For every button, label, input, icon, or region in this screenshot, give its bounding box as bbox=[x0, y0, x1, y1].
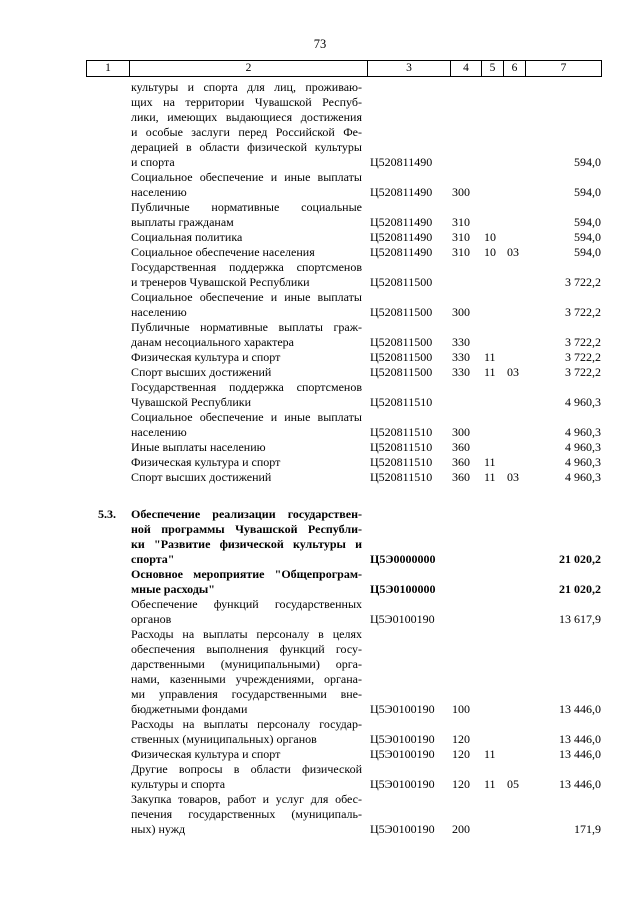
table-row bbox=[0, 170, 640, 200]
row-col4: 200 bbox=[452, 822, 470, 836]
row-col6: 05 bbox=[507, 777, 519, 791]
row-amount: 4 960,3 bbox=[565, 425, 601, 439]
header-col-1: 1 bbox=[87, 61, 130, 76]
row-amount: 21 020,2 bbox=[559, 582, 601, 596]
row-name-line: Другие вопросы в области физической bbox=[131, 762, 362, 776]
table-row bbox=[0, 80, 640, 170]
row-code: Ц520811500 bbox=[370, 365, 433, 379]
header-col-6: 6 bbox=[504, 61, 526, 76]
row-name-line: бюджетными фондами bbox=[131, 702, 248, 716]
row-name-line: Расходы на выплаты персоналу государ- bbox=[131, 717, 362, 731]
table-header bbox=[86, 60, 602, 77]
row-code: Ц520811510 bbox=[370, 470, 433, 484]
row-amount: 594,0 bbox=[574, 245, 601, 259]
row-name-line: ми управления государственными вне- bbox=[131, 687, 362, 701]
row-name-line: обеспечения выполнения функций госу- bbox=[131, 642, 362, 656]
table-row bbox=[0, 230, 640, 245]
row-code: Ц5Э0100190 bbox=[370, 777, 435, 791]
row-col4: 360 bbox=[452, 440, 470, 454]
table-row bbox=[0, 717, 640, 747]
row-amount: 594,0 bbox=[574, 230, 601, 244]
row-name-line: нами, казенными учреждениями, органа- bbox=[131, 672, 362, 686]
row-code: Ц520811490 bbox=[370, 245, 433, 259]
row-code: Ц520811490 bbox=[370, 155, 433, 169]
row-name-line: Социальная политика bbox=[131, 230, 243, 244]
row-code: Ц520811510 bbox=[370, 440, 433, 454]
row-col5: 11 bbox=[484, 747, 496, 761]
row-amount: 13 446,0 bbox=[559, 747, 601, 761]
row-amount: 594,0 bbox=[574, 215, 601, 229]
table-row bbox=[0, 567, 640, 597]
row-name-line: ной программы Чувашской Республи- bbox=[131, 522, 362, 536]
row-code: Ц520811490 bbox=[370, 185, 433, 199]
row-col6: 03 bbox=[507, 470, 519, 484]
row-col4: 310 bbox=[452, 215, 470, 229]
row-code: Ц5Э0100190 bbox=[370, 747, 435, 761]
row-amount: 4 960,3 bbox=[565, 395, 601, 409]
row-code: Ц5Э0100190 bbox=[370, 732, 435, 746]
header-col-3: 3 bbox=[368, 61, 451, 76]
row-name-line: Публичные нормативные выплаты граж- bbox=[131, 320, 362, 334]
row-amount: 3 722,2 bbox=[565, 305, 601, 319]
row-code: Ц520811500 bbox=[370, 305, 433, 319]
row-amount: 13 617,9 bbox=[559, 612, 601, 626]
table-row bbox=[0, 440, 640, 455]
row-name-line: Спорт высших достижений bbox=[131, 365, 272, 379]
row-code: Ц5Э0000000 bbox=[370, 552, 436, 566]
row-name-line: Социальное обеспечение и иные выплаты bbox=[131, 170, 362, 184]
row-name-line: Государственная поддержка спортсменов bbox=[131, 380, 362, 394]
row-code: Ц520811490 bbox=[370, 215, 433, 229]
table-row bbox=[0, 762, 640, 792]
table-row bbox=[0, 320, 640, 350]
row-name-line: Закупка товаров, работ и услуг для обес- bbox=[131, 792, 362, 806]
row-col4: 310 bbox=[452, 245, 470, 259]
row-name-line: населению bbox=[131, 425, 187, 439]
table-row bbox=[0, 350, 640, 365]
row-amount: 171,9 bbox=[574, 822, 601, 836]
row-col4: 360 bbox=[452, 455, 470, 469]
row-amount: 4 960,3 bbox=[565, 440, 601, 454]
row-name-line: печения государственных (муниципаль- bbox=[131, 807, 362, 821]
row-name-line: Иные выплаты населению bbox=[131, 440, 266, 454]
row-name-line: органов bbox=[131, 612, 172, 626]
row-code: Ц520811500 bbox=[370, 335, 433, 349]
row-name-line: Обеспечение реализации государствен- bbox=[131, 507, 362, 521]
row-amount: 3 722,2 bbox=[565, 350, 601, 364]
row-col6: 03 bbox=[507, 365, 519, 379]
table-row bbox=[0, 747, 640, 762]
row-name-line: и особые заслуги перед Российской Фе- bbox=[131, 125, 362, 139]
row-col5: 10 bbox=[484, 230, 496, 244]
row-code: Ц5Э0100190 bbox=[370, 612, 435, 626]
row-amount: 3 722,2 bbox=[565, 275, 601, 289]
row-code: Ц520811510 bbox=[370, 425, 433, 439]
header-col-7: 7 bbox=[560, 62, 567, 74]
row-code: Ц5Э0100190 bbox=[370, 702, 435, 716]
row-amount: 13 446,0 bbox=[559, 732, 601, 746]
row-name-line: Основное мероприятие "Общепрограм- bbox=[131, 567, 362, 581]
row-col4: 300 bbox=[452, 185, 470, 199]
row-number: 5.3. bbox=[98, 507, 116, 521]
table-row bbox=[0, 365, 640, 380]
row-name-line: Физическая культура и спорт bbox=[131, 747, 281, 761]
row-col4: 360 bbox=[452, 470, 470, 484]
row-col4: 120 bbox=[452, 747, 470, 761]
row-name-line: ки "Развитие физической культуры и bbox=[131, 537, 362, 551]
row-amount: 13 446,0 bbox=[559, 777, 601, 791]
table-row bbox=[0, 245, 640, 260]
row-col4: 120 bbox=[452, 777, 470, 791]
row-col4: 120 bbox=[452, 732, 470, 746]
row-amount: 4 960,3 bbox=[565, 470, 601, 484]
row-col5: 11 bbox=[484, 470, 496, 484]
row-amount: 3 722,2 bbox=[565, 365, 601, 379]
row-col4: 330 bbox=[452, 365, 470, 379]
table-row bbox=[0, 200, 640, 230]
row-name-line: Социальное обеспечение и иные выплаты bbox=[131, 410, 362, 424]
row-name-line: культуры и спорта для лиц, проживаю- bbox=[131, 80, 362, 94]
row-code: Ц520811490 bbox=[370, 230, 433, 244]
section-gap bbox=[0, 485, 640, 507]
row-code: Ц520811510 bbox=[370, 455, 433, 469]
row-name-line: мные расходы" bbox=[131, 582, 215, 596]
row-col4: 100 bbox=[452, 702, 470, 716]
row-col4: 330 bbox=[452, 335, 470, 349]
table-row bbox=[0, 410, 640, 440]
row-name-line: Расходы на выплаты персоналу в целях bbox=[131, 627, 362, 641]
row-name-line: Социальное обеспечение и иные выплаты bbox=[131, 290, 362, 304]
row-name-line: Обеспечение функций государственных bbox=[131, 597, 362, 611]
row-col6: 03 bbox=[507, 245, 519, 259]
table-row bbox=[0, 507, 640, 567]
row-name-line: Спорт высших достижений bbox=[131, 470, 272, 484]
row-code: Ц5Э0100000 bbox=[370, 582, 436, 596]
row-name-line: и тренеров Чувашской Республики bbox=[131, 275, 310, 289]
row-name-line: спорта" bbox=[131, 552, 175, 566]
header-col-4: 4 bbox=[451, 61, 482, 76]
row-amount: 594,0 bbox=[574, 185, 601, 199]
row-name-line: Государственная поддержка спортсменов bbox=[131, 260, 362, 274]
row-name-line: ных) нужд bbox=[131, 822, 186, 836]
row-code: Ц5Э0100190 bbox=[370, 822, 435, 836]
row-name-line: Физическая культура и спорт bbox=[131, 350, 281, 364]
table-row bbox=[0, 380, 640, 410]
row-amount: 13 446,0 bbox=[559, 702, 601, 716]
row-code: Ц520811500 bbox=[370, 275, 433, 289]
row-name-line: дерацией в области физической культуры bbox=[131, 140, 362, 154]
table-body bbox=[0, 80, 640, 837]
row-col4: 310 bbox=[452, 230, 470, 244]
table-row bbox=[0, 455, 640, 470]
table-row bbox=[0, 290, 640, 320]
row-name-line: Публичные нормативные социальные bbox=[131, 200, 362, 214]
row-amount: 594,0 bbox=[574, 155, 601, 169]
row-col5: 11 bbox=[484, 777, 496, 791]
row-amount: 3 722,2 bbox=[565, 335, 601, 349]
table-row bbox=[0, 260, 640, 290]
row-name-line: Физическая культура и спорт bbox=[131, 455, 281, 469]
row-name-line: щих на территории Чувашской Респуб- bbox=[131, 95, 362, 109]
table-row bbox=[0, 470, 640, 485]
row-name-line: данам несоциального характера bbox=[131, 335, 294, 349]
header-col-2: 2 bbox=[130, 61, 368, 76]
row-name-line: и спорта bbox=[131, 155, 175, 169]
row-name-line: выплаты гражданам bbox=[131, 215, 234, 229]
row-code: Ц520811510 bbox=[370, 395, 433, 409]
row-col4: 300 bbox=[452, 305, 470, 319]
row-amount: 21 020,2 bbox=[559, 552, 601, 566]
row-name-line: населению bbox=[131, 305, 187, 319]
row-name-line: лики, имеющих выдающиеся достижения bbox=[131, 110, 362, 124]
table-row bbox=[0, 792, 640, 837]
row-col4: 330 bbox=[452, 350, 470, 364]
header-col-5: 5 bbox=[482, 61, 504, 76]
row-name-line: Социальное обеспечение населения bbox=[131, 245, 315, 259]
row-name-line: ственных (муниципальных) органов bbox=[131, 732, 317, 746]
row-col5: 11 bbox=[484, 350, 496, 364]
row-col5: 11 bbox=[484, 455, 496, 469]
page-number: 73 bbox=[313, 37, 327, 51]
table-row bbox=[0, 627, 640, 717]
row-amount: 4 960,3 bbox=[565, 455, 601, 469]
table-row bbox=[0, 597, 640, 627]
row-name-line: культуры и спорта bbox=[131, 777, 226, 791]
row-col4: 300 bbox=[452, 425, 470, 439]
row-col5: 10 bbox=[484, 245, 496, 259]
row-name-line: населению bbox=[131, 185, 187, 199]
row-col5: 11 bbox=[484, 365, 496, 379]
row-name-line: Чувашской Республики bbox=[131, 395, 252, 409]
row-code: Ц520811500 bbox=[370, 350, 433, 364]
row-name-line: дарственными (муниципальными) орга- bbox=[131, 657, 362, 671]
